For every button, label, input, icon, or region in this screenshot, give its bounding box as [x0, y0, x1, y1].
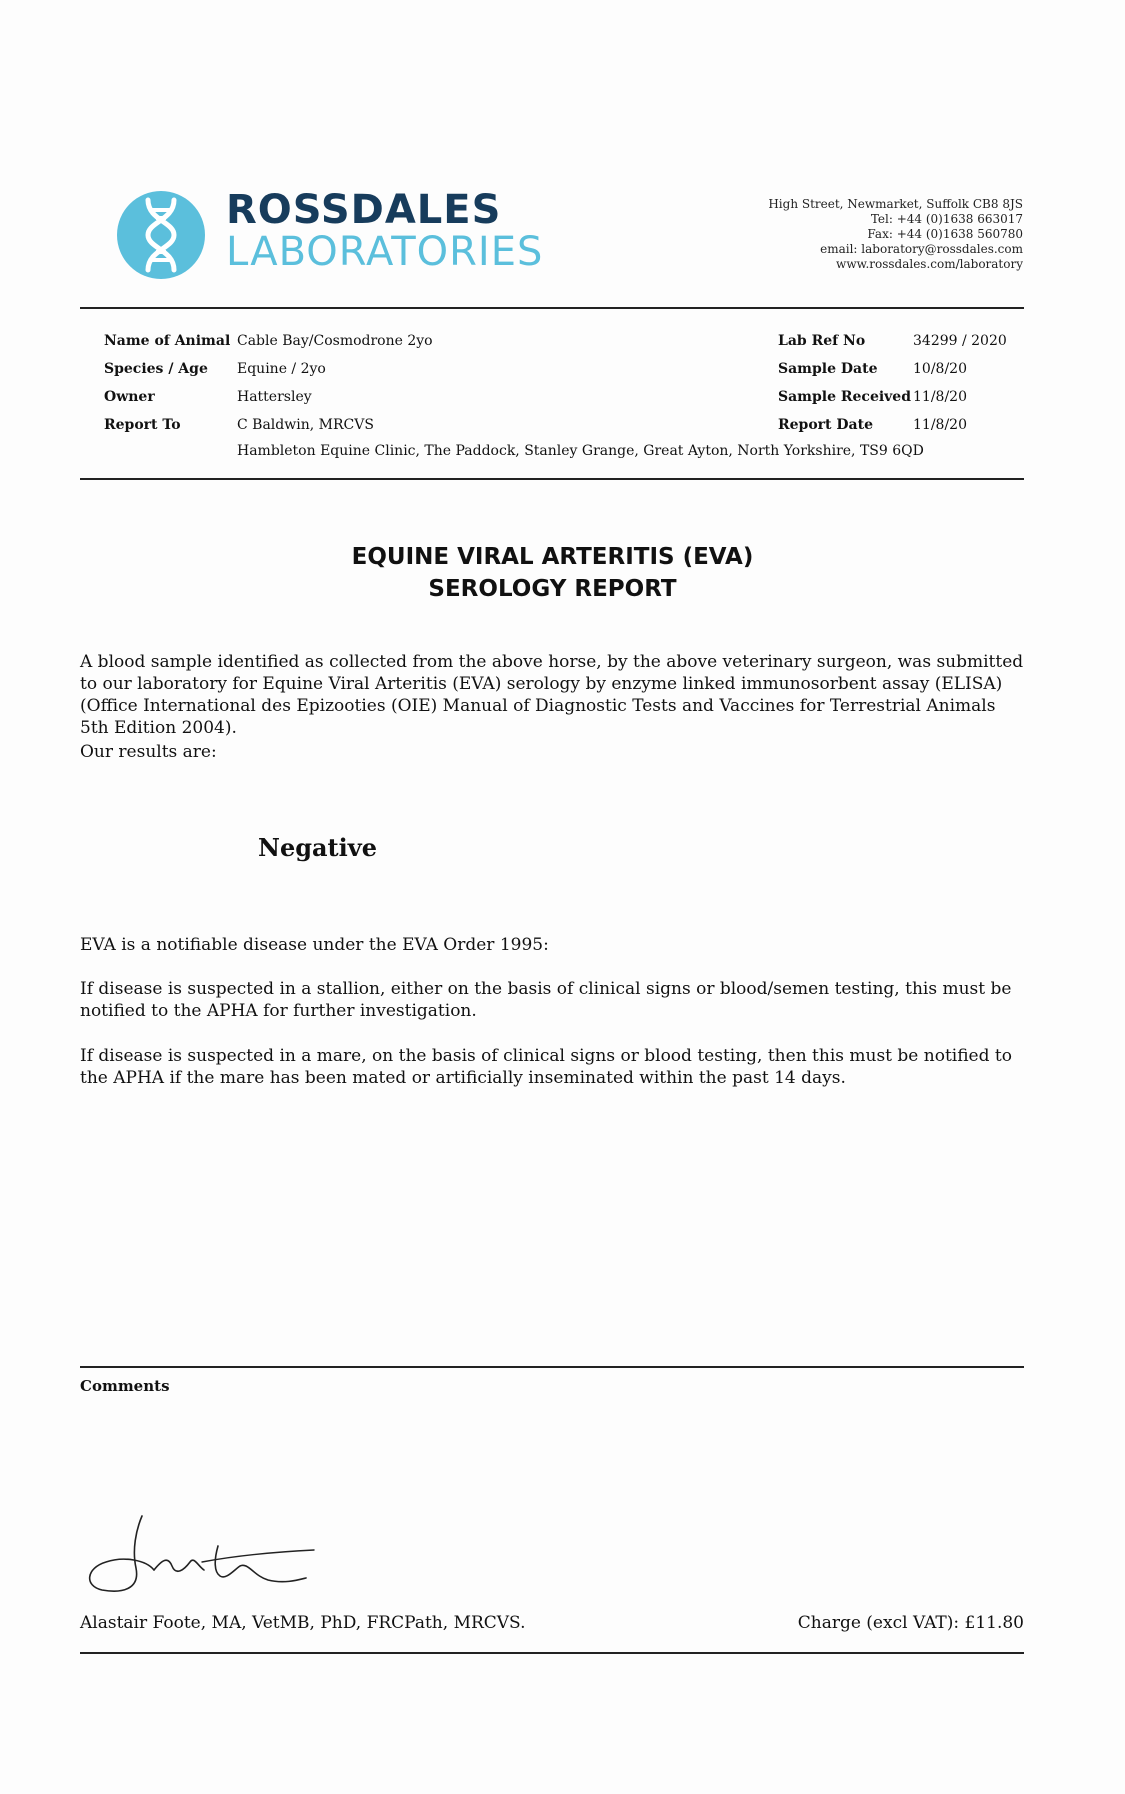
- result-value: Negative: [258, 833, 377, 862]
- report-date: 11/8/20: [913, 417, 967, 433]
- brand-line2: LABORATORIES: [226, 229, 544, 275]
- title-line2: SEROLOGY REPORT: [428, 576, 677, 602]
- address-tel: Tel: +44 (0)1638 663017: [870, 212, 1023, 226]
- brand-line1: ROSSDALES: [226, 187, 502, 233]
- comments-label: Comments: [80, 1377, 170, 1395]
- address-email: email: laboratory@rossdales.com: [820, 242, 1023, 256]
- sample-received: 11/8/20: [913, 389, 967, 405]
- divider: [80, 307, 1024, 309]
- divider: [80, 478, 1024, 480]
- info-row: [104, 361, 1014, 389]
- report-to-label: Report To: [104, 417, 181, 433]
- info-row: [104, 389, 1014, 417]
- address-fax: Fax: +44 (0)1638 560780: [867, 227, 1023, 241]
- animal-label: Name of Animal: [104, 333, 231, 349]
- mare-note: If disease is suspected in a mare, on the basis of clinical signs or blood testing, then this must be notified to the APHA if the mare has been mated or artificially inseminated within the past 14 days.: [80, 1046, 1012, 1088]
- lab-ref: 34299 / 2020: [913, 333, 1007, 349]
- info-row: [104, 333, 1014, 361]
- address-street: High Street, Newmarket, Suffolk CB8 8JS: [768, 197, 1023, 211]
- clinic-address: Hambleton Equine Clinic, The Paddock, Stanley Grange, Great Ayton, North Yorkshire, TS9 6QD: [237, 443, 924, 459]
- dna-helix-icon: [116, 190, 206, 280]
- species-label: Species / Age: [104, 361, 208, 377]
- sample-received-label: Sample Received: [778, 389, 912, 405]
- report-date-label: Report Date: [778, 417, 873, 433]
- owner-label: Owner: [104, 389, 155, 405]
- title-line1: EQUINE VIRAL ARTERITIS (EVA): [351, 544, 754, 570]
- report-to: C Baldwin, MRCVS: [237, 417, 374, 433]
- owner: Hattersley: [237, 389, 312, 405]
- animal-name: Cable Bay/Cosmodrone 2yo: [237, 333, 433, 349]
- stallion-note: If disease is suspected in a stallion, either on the basis of clinical signs or blood/semen testing, this must be notified to the APHA for further investigation.: [80, 979, 1012, 1021]
- report-title: [0, 541, 1105, 605]
- species-age: Equine / 2yo: [237, 361, 326, 377]
- signature: [84, 1510, 324, 1600]
- divider: [80, 1366, 1024, 1368]
- notifiable-note: EVA is a notifiable disease under the EVA Order 1995:: [80, 935, 549, 955]
- charge: Charge (excl VAT): £11.80: [797, 1613, 1024, 1633]
- signatory: Alastair Foote, MA, VetMB, PhD, FRCPath, MRCVS.: [80, 1613, 526, 1633]
- results-intro: Our results are:: [80, 742, 217, 762]
- sample-date: 10/8/20: [913, 361, 967, 377]
- sample-info: [104, 333, 1014, 471]
- lab-ref-label: Lab Ref No: [778, 333, 866, 349]
- address-web: www.rossdales.com/laboratory: [836, 257, 1023, 271]
- intro-paragraph: A blood sample identified as collected from the above horse, by the above veterinary surgeon, was submitted to our laboratory for Equine Viral Arteritis (EVA) serology by enzyme linked immunosorbent assay (ELISA) (Office International des Epizooties (OIE) Manual of Diagnostic Tests and Vaccines for Terrestrial Animals 5th Edition 2004).: [80, 652, 1024, 738]
- info-row: [104, 443, 1014, 471]
- info-row: [104, 417, 1014, 443]
- brand-wordmark: [226, 187, 544, 275]
- divider: [80, 1652, 1024, 1654]
- lab-address: [768, 197, 1023, 272]
- sample-date-label: Sample Date: [778, 361, 878, 377]
